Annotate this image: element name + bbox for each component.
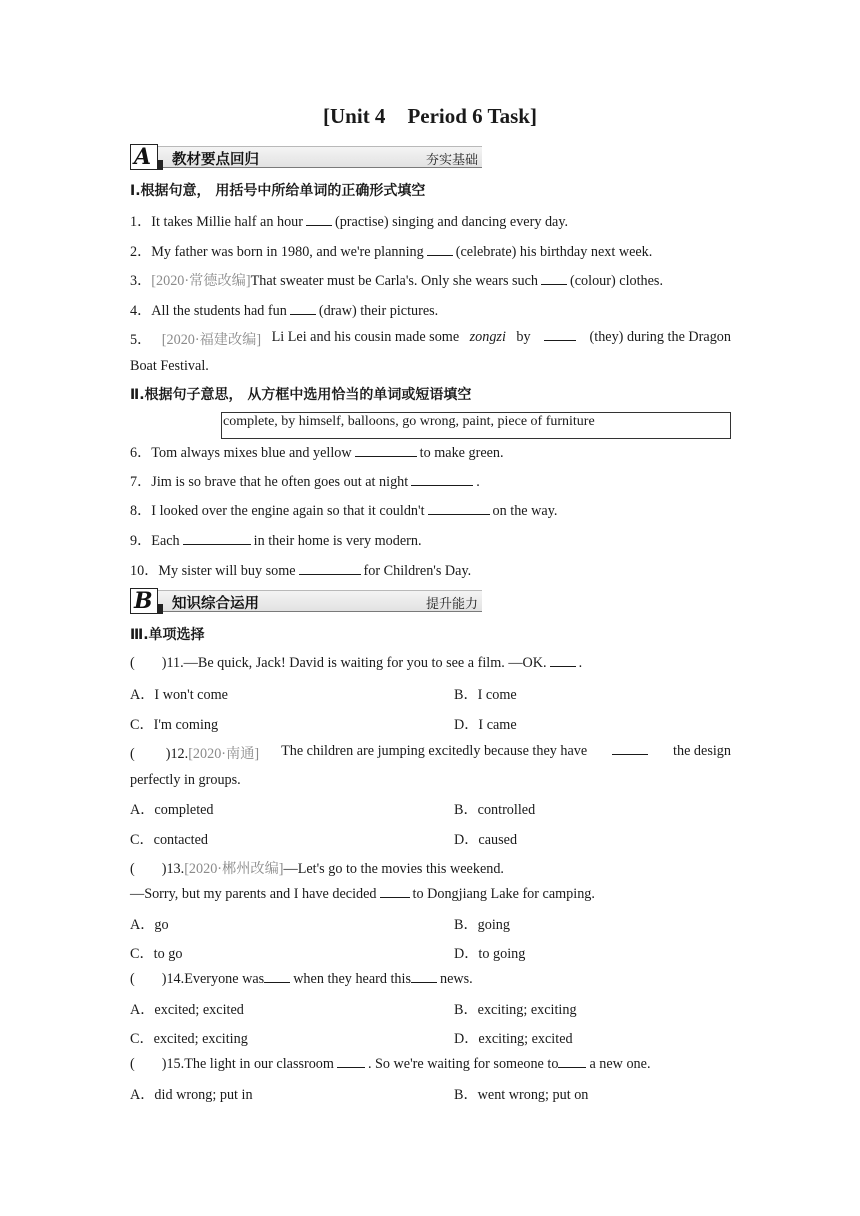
answer-blank[interactable] <box>380 886 410 898</box>
answer-blank[interactable] <box>411 474 473 486</box>
option-c[interactable]: C．excited; exciting <box>130 1031 248 1047</box>
section-banner-a <box>130 142 482 172</box>
source-tag: [2020·常德改编] <box>151 273 251 289</box>
answer-blank[interactable] <box>290 303 316 315</box>
answer-blank[interactable] <box>355 445 417 457</box>
answer-blank[interactable] <box>183 533 251 545</box>
question-9: 9．Each in their home is very modern. <box>130 533 422 549</box>
banner-title: 知识综合运用 <box>172 596 259 612</box>
question-7: 7．Jim is so brave that he often goes out at night . <box>130 474 480 490</box>
question-12-continued: perfectly in groups. <box>130 772 241 788</box>
question-13-continued: —Sorry, but my parents and I have decided to Dongjiang Lake for camping. <box>130 886 595 902</box>
option-d[interactable]: D．exciting; excited <box>454 1031 573 1047</box>
question-5-continued: Boat Festival. <box>130 358 209 374</box>
banner-letter: A <box>134 144 152 170</box>
option-b[interactable]: B．exciting; exciting <box>454 1002 577 1018</box>
option-b[interactable]: B．controlled <box>454 802 536 818</box>
answer-blank[interactable] <box>550 655 576 667</box>
source-tag: [2020·南通] <box>188 746 260 762</box>
question-3: 3．[2020·常德改编]That sweater must be Carla's. Only she wears such (colour) clothes. <box>130 273 664 289</box>
answer-blank[interactable] <box>299 563 361 575</box>
section-heading-2: Ⅱ.根据句子意思， 从方框中选用恰当的单词或短语填空 <box>130 387 472 403</box>
section-banner-b <box>130 586 482 616</box>
option-a[interactable]: A．did wrong; put in <box>130 1087 253 1103</box>
question-13: ( )13.[2020·郴州改编]—Let's go to the movies this weekend. <box>130 861 504 877</box>
option-a[interactable]: A．completed <box>130 802 214 818</box>
option-c[interactable]: C．to go <box>130 946 183 962</box>
answer-blank[interactable] <box>541 273 567 285</box>
answer-blank[interactable] <box>411 971 437 983</box>
question-6: 6．Tom always mixes blue and yellow to make green. <box>130 445 504 461</box>
option-a[interactable]: A．go <box>130 917 169 933</box>
banner-letter-badge <box>130 144 158 170</box>
banner-letter: B <box>134 588 153 614</box>
title-unit: [Unit 4 <box>323 104 386 128</box>
question-12: ( )12.[2020·南通] The children are jumping excitedly because they have the design <box>130 743 731 762</box>
answer-blank[interactable] <box>337 1056 365 1068</box>
question-1: 1．It takes Millie half an hour (practise) singing and dancing every day. <box>130 214 569 230</box>
question-15: ( )15.The light in our classroom . So we're waiting for someone to a new one. <box>130 1056 651 1072</box>
answer-blank[interactable] <box>558 1056 586 1068</box>
question-10: 10．My sister will buy some for Children's Day. <box>130 563 472 579</box>
option-c[interactable]: C．I'm coming <box>130 717 219 733</box>
answer-blank[interactable] <box>427 244 453 256</box>
answer-blank[interactable] <box>544 329 576 341</box>
question-8: 8．I looked over the engine again so that it couldn't on the way. <box>130 503 558 519</box>
question-5: 5． [2020·福建改编] Li Lei and his cousin made some zongzi by (they) during the Dragon <box>130 329 731 348</box>
answer-blank[interactable] <box>428 503 490 515</box>
question-11: ( )11.—Be quick, Jack! David is waiting for you to see a film. —OK. . <box>130 655 583 671</box>
option-a[interactable]: A．excited; excited <box>130 1002 244 1018</box>
source-tag: [2020·福建改编] <box>161 332 262 348</box>
answer-blank[interactable] <box>306 214 332 226</box>
section-heading-1: Ⅰ.根据句意， 用括号中所给单词的正确形式填空 <box>130 183 426 199</box>
option-b[interactable]: B．went wrong; put on <box>454 1087 589 1103</box>
word-bank-box: complete, by himself, balloons, go wrong, paint, piece of furniture <box>221 412 731 439</box>
answer-blank[interactable] <box>612 743 648 755</box>
question-14: ( )14.Everyone was when they heard this news. <box>130 971 473 987</box>
banner-subtitle: 提升能力 <box>425 597 478 612</box>
banner-title: 教材要点回归 <box>172 152 259 168</box>
page-title <box>0 104 860 129</box>
banner-letter-badge <box>130 588 158 614</box>
answer-blank[interactable] <box>264 971 290 983</box>
option-d[interactable]: D．caused <box>454 832 518 848</box>
source-tag: [2020·郴州改编] <box>184 861 284 877</box>
option-c[interactable]: C．contacted <box>130 832 209 848</box>
question-2: 2．My father was born in 1980, and we're planning (celebrate) his birthday next week. <box>130 244 653 260</box>
title-period: Period 6 Task] <box>407 104 537 128</box>
question-4: 4．All the students had fun (draw) their pictures. <box>130 303 439 319</box>
option-b[interactable]: B．going <box>454 917 510 933</box>
option-d[interactable]: D．I came <box>454 717 517 733</box>
option-a[interactable]: A．I won't come <box>130 687 228 703</box>
option-d[interactable]: D．to going <box>454 946 526 962</box>
section-heading-3: Ⅲ.单项选择 <box>130 627 205 643</box>
option-b[interactable]: B．I come <box>454 687 517 703</box>
banner-subtitle: 夯实基础 <box>425 153 478 168</box>
